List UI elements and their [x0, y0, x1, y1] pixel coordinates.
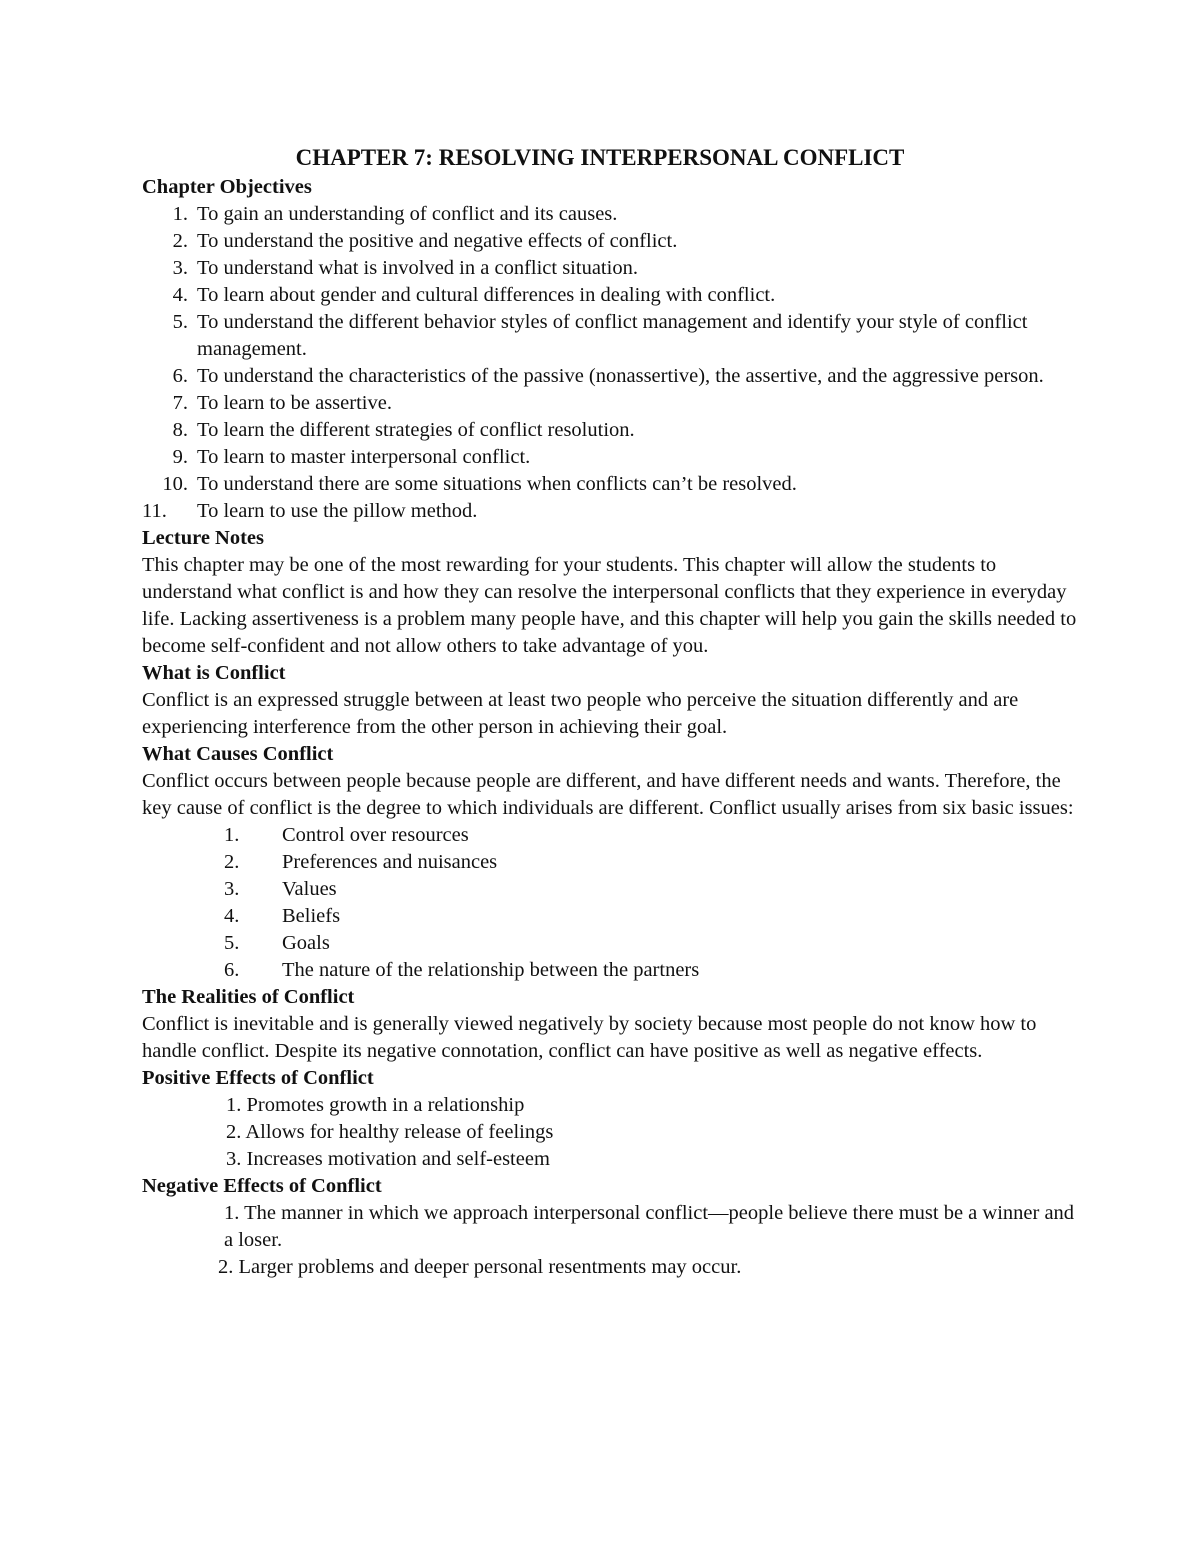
objective-item [142, 498, 1082, 525]
negative-effects-heading: Negative Effects of Conflict [142, 1175, 382, 1197]
positive-effects-heading: Positive Effects of Conflict [142, 1067, 374, 1089]
negative-effect-item: 2. Larger problems and deeper personal resentments may occur. [218, 1256, 742, 1278]
issue-item [142, 930, 1082, 957]
issue-item [142, 822, 1082, 849]
issue-number: 1. [224, 824, 240, 846]
objective-item [142, 417, 1082, 444]
negative-effects-list [142, 1200, 1082, 1281]
objective-text: To learn to master interpersonal conflict. [197, 446, 531, 468]
objective-number: 4. [172, 284, 188, 306]
objective-number: 11. [142, 500, 167, 522]
lecture-notes-heading: Lecture Notes [142, 527, 265, 549]
issue-number: 2. [224, 851, 240, 873]
issue-text: Beliefs [282, 905, 341, 927]
positive-effect-item: 1. Promotes growth in a relationship [226, 1094, 525, 1116]
objective-text: To learn about gender and cultural differences in dealing with conflict. [197, 284, 776, 306]
objective-number: 5. [172, 311, 188, 333]
objective-text: To understand what is involved in a conflict situation. [197, 257, 638, 279]
objective-text: To understand the positive and negative effects of conflict. [197, 230, 678, 252]
realities-heading: The Realities of Conflict [142, 986, 355, 1008]
issue-number: 3. [224, 878, 240, 900]
objective-number: 7. [172, 392, 188, 414]
positive-effects-list [142, 1092, 1082, 1173]
issue-item [142, 876, 1082, 903]
objective-number: 8. [172, 419, 188, 441]
objectives-list [142, 201, 1082, 525]
objective-item [142, 255, 1082, 282]
objective-text: To understand the characteristics of the passive (nonassertive), the assertive, and the aggressive person. [197, 365, 1044, 387]
objective-item [142, 201, 1082, 228]
lecture-notes-paragraph: This chapter may be one of the most rewarding for your students. This chapter will allow the students to understand what conflict is and how they can resolve the interpersonal conflicts that they experience in everyday life. Lacking assertiveness is a problem many people have, and this chapter will help you gain the skills needed to become self-confident and not allow others to take advantage of you. [142, 554, 1077, 657]
objective-number: 6. [172, 365, 188, 387]
issue-number: 6. [224, 959, 240, 981]
issue-text: Preferences and nuisances [282, 851, 498, 873]
what-is-conflict-paragraph: Conflict is an expressed struggle between at least two people who perceive the situation differently and are experiencing interference from the other person in achieving their goal. [142, 689, 1019, 738]
objective-item [142, 390, 1082, 417]
issue-number: 4. [224, 905, 240, 927]
objectives-heading: Chapter Objectives [142, 176, 312, 198]
objective-text: To understand the different behavior styles of conflict management and identify your style of conflict management. [197, 311, 1028, 360]
negative-effect-item: 1. The manner in which we approach interpersonal conflict—people believe there must be a winner and a loser. [224, 1202, 1075, 1251]
what-is-conflict-heading: What is Conflict [142, 662, 286, 684]
chapter-title: CHAPTER 7: RESOLVING INTERPERSONAL CONFLICT [295, 145, 905, 170]
issue-text: Values [282, 878, 337, 900]
objective-number: 3. [172, 257, 188, 279]
what-causes-conflict-heading: What Causes Conflict [142, 743, 334, 765]
objective-item [142, 444, 1082, 471]
objective-item [142, 228, 1082, 255]
objective-number: 9. [172, 446, 188, 468]
issue-number: 5. [224, 932, 240, 954]
objective-item [142, 363, 1082, 390]
conflict-issues-list [142, 822, 1082, 984]
objective-item [142, 471, 1082, 498]
objective-text: To learn to use the pillow method. [197, 500, 478, 522]
realities-paragraph: Conflict is inevitable and is generally viewed negatively by society because most people do not know how to handle conflict. Despite its negative connotation, conflict can have positive as well as negative effects. [142, 1013, 1037, 1062]
objective-number: 1. [172, 203, 188, 225]
objective-text: To gain an understanding of conflict and its causes. [197, 203, 618, 225]
issue-text: Control over resources [282, 824, 469, 846]
objective-item [142, 309, 1082, 363]
objective-text: To learn the different strategies of conflict resolution. [197, 419, 635, 441]
issue-text: Goals [282, 932, 330, 954]
objective-number: 2. [172, 230, 188, 252]
issue-item [142, 849, 1082, 876]
objective-text: To learn to be assertive. [197, 392, 392, 414]
document-body [142, 174, 1082, 1281]
positive-effect-item: 2. Allows for healthy release of feelings [226, 1121, 554, 1143]
positive-effect-item: 3. Increases motivation and self-esteem [226, 1148, 550, 1170]
issue-item [142, 903, 1082, 930]
issue-text: The nature of the relationship between the partners [282, 959, 700, 981]
what-causes-conflict-paragraph: Conflict occurs between people because people are different, and have different needs and wants. Therefore, the key cause of conflict is the degree to which individuals are different. Conflict usually arises from six basic issues: [142, 770, 1074, 819]
objective-text: To understand there are some situations when conflicts can’t be resolved. [197, 473, 797, 495]
objective-number: 10. [162, 473, 188, 495]
objective-item [142, 282, 1082, 309]
issue-item [142, 957, 1082, 984]
